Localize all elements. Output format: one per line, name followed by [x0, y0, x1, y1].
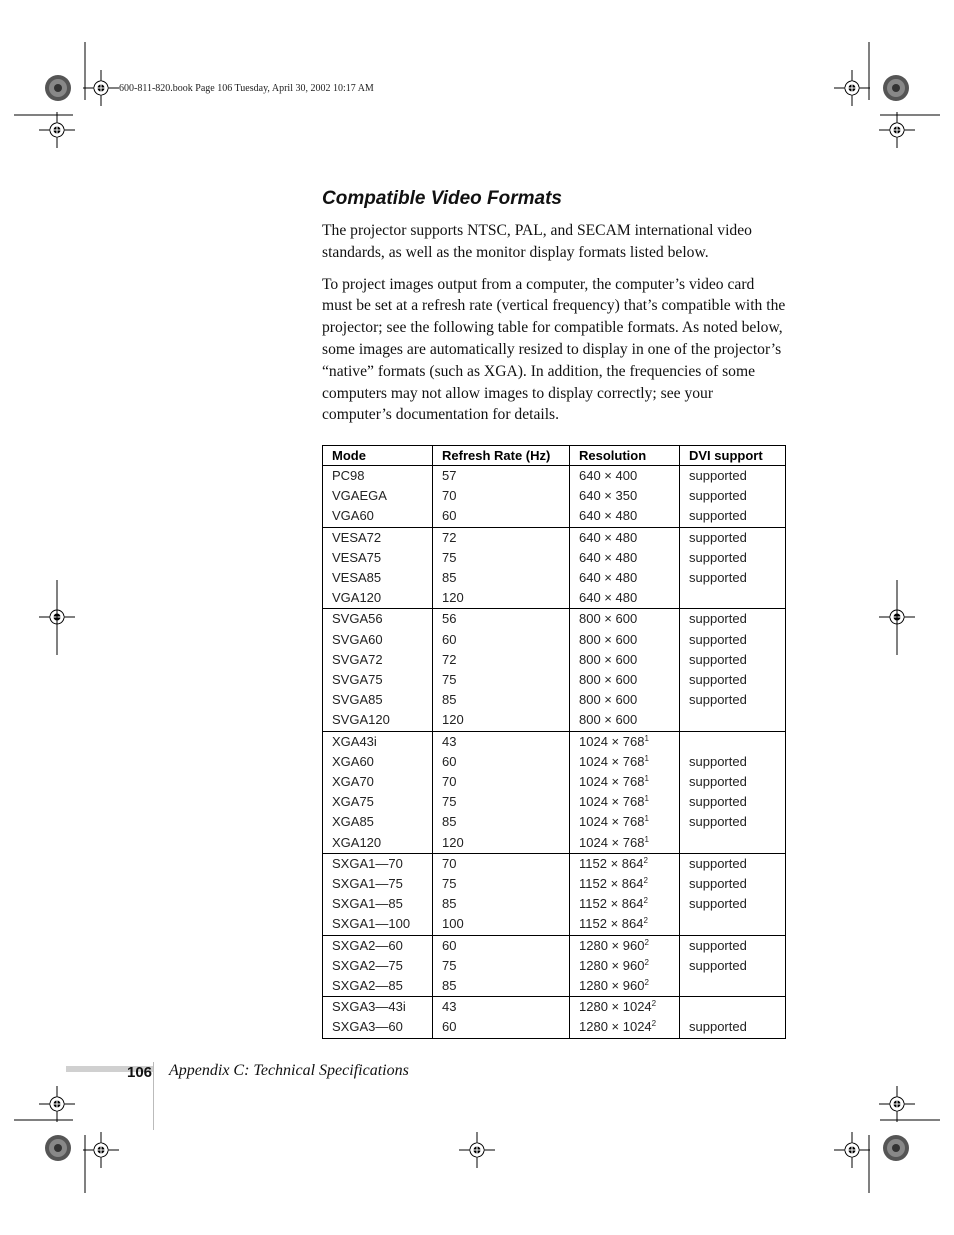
resolution-cell — [570, 731, 680, 752]
resolution-cell-text: 1152 × 864 — [579, 896, 644, 912]
resolution-cell — [570, 935, 680, 956]
refresh-rate-cell — [433, 506, 570, 527]
resolution-cell — [570, 548, 680, 568]
refresh-rate-cell — [433, 486, 570, 506]
table-row — [323, 650, 786, 670]
refresh-rate-cell-text: 120 — [442, 590, 464, 606]
mode-cell-text: VESA75 — [332, 549, 382, 565]
resolution-cell-text: 800 × 600 — [579, 651, 638, 667]
mode-cell — [323, 690, 433, 710]
dvi-support-cell — [680, 976, 786, 997]
dvi-support-cell-text: supported — [689, 794, 747, 810]
resolution-cell-text: 1024 × 768 — [579, 834, 645, 850]
resolution-cell-text: 1024 × 768 — [579, 733, 645, 749]
mode-cell-text: VGA60 — [332, 508, 374, 524]
mode-cell — [323, 894, 433, 914]
dvi-support-cell-text: supported — [689, 896, 747, 912]
dvi-support-cell — [680, 650, 786, 670]
dvi-support-cell-text: supported — [689, 570, 747, 586]
footnote-marker: 2 — [643, 916, 648, 926]
mode-cell — [323, 506, 433, 527]
resolution-cell-text: 1024 × 768 — [579, 774, 645, 790]
resolution-cell — [570, 466, 680, 487]
dvi-support-cell — [680, 853, 786, 874]
dvi-support-cell-text: supported — [689, 692, 747, 708]
table-row — [323, 609, 786, 630]
table-row — [323, 894, 786, 914]
table-row — [323, 466, 786, 487]
refresh-rate-cell-text: 75 — [442, 549, 457, 565]
table-row — [323, 731, 786, 752]
resolution-cell-text: 800 × 600 — [579, 712, 638, 728]
resolution-cell — [570, 588, 680, 609]
resolution-cell-text: 640 × 480 — [579, 508, 638, 524]
dvi-support-cell — [680, 812, 786, 832]
table-row — [323, 833, 786, 854]
refresh-rate-cell — [433, 833, 570, 854]
mode-cell — [323, 466, 433, 487]
section-heading: Compatible Video Formats — [322, 188, 562, 209]
dvi-support-cell-text: supported — [689, 814, 747, 830]
mode-cell — [323, 956, 433, 976]
refresh-rate-cell-text: 75 — [442, 876, 457, 892]
mode-cell — [323, 630, 433, 650]
dvi-support-cell-text: supported — [689, 753, 747, 769]
dvi-support-cell-text: supported — [689, 488, 747, 504]
resolution-cell-text: 800 × 600 — [579, 611, 638, 627]
dvi-support-cell — [680, 710, 786, 731]
refresh-rate-cell — [433, 466, 570, 487]
refresh-rate-cell-text: 75 — [442, 957, 457, 973]
refresh-rate-cell — [433, 1017, 570, 1038]
resolution-cell-text: 1280 × 960 — [579, 937, 645, 953]
dvi-support-cell — [680, 609, 786, 630]
footnote-marker: 1 — [644, 834, 649, 844]
refresh-rate-cell — [433, 609, 570, 630]
footnote-marker: 2 — [651, 999, 657, 1009]
resolution-cell-text: 640 × 480 — [579, 549, 638, 565]
refresh-rate-cell-text: 85 — [442, 978, 457, 994]
mode-cell-text: SVGA72 — [332, 651, 383, 667]
refresh-rate-cell-text: 60 — [442, 631, 457, 647]
page-number: 106 — [127, 1064, 153, 1081]
mode-cell-text: SXGA1—70 — [332, 855, 403, 871]
mode-cell — [323, 486, 433, 506]
resolution-cell-text: 1024 × 768 — [579, 753, 645, 769]
header-resolution: Resolution — [570, 446, 680, 466]
refresh-rate-cell-text: 60 — [442, 753, 457, 769]
mode-cell — [323, 670, 433, 690]
mode-cell-text: SXGA1—75 — [332, 876, 403, 892]
dvi-support-cell-text: supported — [689, 876, 747, 892]
dvi-support-cell — [680, 956, 786, 976]
refresh-rate-cell-text: 100 — [442, 916, 464, 932]
table-row — [323, 690, 786, 710]
mode-cell-text: SXGA2—60 — [332, 937, 403, 953]
resolution-cell — [570, 1017, 680, 1038]
footnote-marker: 2 — [651, 1019, 657, 1029]
mode-cell-text: XGA43i — [332, 733, 377, 749]
header-dvi-support: DVI support — [680, 446, 786, 466]
resolution-cell-text: 1152 × 864 — [579, 855, 644, 871]
refresh-rate-cell-text: 43 — [442, 999, 457, 1015]
resolution-cell-text: 640 × 400 — [579, 468, 638, 483]
refresh-rate-cell-text: 70 — [442, 855, 457, 871]
resolution-cell — [570, 914, 680, 935]
refresh-rate-cell-text: 60 — [442, 937, 457, 953]
resolution-cell — [570, 690, 680, 710]
refresh-rate-cell — [433, 548, 570, 568]
mode-cell — [323, 548, 433, 568]
mode-cell — [323, 976, 433, 997]
resolution-cell — [570, 976, 680, 997]
mode-cell — [323, 588, 433, 609]
dvi-support-cell — [680, 466, 786, 487]
footnote-marker: 2 — [644, 937, 649, 947]
dvi-support-cell-text: supported — [689, 1019, 747, 1035]
resolution-cell-text: 640 × 480 — [579, 570, 638, 586]
table-row — [323, 935, 786, 956]
refresh-rate-cell — [433, 772, 570, 792]
resolution-cell-text: 640 × 480 — [579, 590, 638, 606]
refresh-rate-cell-text: 75 — [442, 794, 457, 810]
dvi-support-cell-text: supported — [689, 937, 747, 953]
resolution-cell — [570, 670, 680, 690]
resolution-cell — [570, 956, 680, 976]
footnote-marker: 1 — [644, 794, 649, 804]
resolution-cell — [570, 752, 680, 772]
video-formats-table — [322, 445, 786, 1039]
dvi-support-cell-text: supported — [689, 855, 747, 871]
dvi-support-cell-text: supported — [689, 672, 747, 688]
dvi-support-cell — [680, 630, 786, 650]
dvi-support-cell — [680, 670, 786, 690]
mode-cell-text: VESA85 — [332, 570, 382, 586]
dvi-support-cell-text: supported — [689, 508, 747, 524]
resolution-cell — [570, 812, 680, 832]
refresh-rate-cell-text: 120 — [442, 834, 464, 850]
table-header-row — [323, 446, 786, 466]
dvi-support-cell-text: supported — [689, 611, 747, 627]
table-row — [323, 630, 786, 650]
resolution-cell — [570, 568, 680, 588]
table-row — [323, 486, 786, 506]
dvi-support-cell-text: supported — [689, 651, 747, 667]
resolution-cell-text: 640 × 350 — [579, 488, 638, 504]
refresh-rate-cell — [433, 690, 570, 710]
dvi-support-cell — [680, 752, 786, 772]
intro-paragraph: The projector supports NTSC, PAL, and SECAM international video standards, as well as the monitor display formats listed below. — [322, 222, 752, 261]
refresh-rate-cell-text: 60 — [442, 1019, 457, 1035]
footnote-marker: 1 — [644, 774, 649, 784]
refresh-rate-cell-text: 60 — [442, 508, 457, 524]
mode-cell — [323, 772, 433, 792]
mode-cell — [323, 752, 433, 772]
refresh-rate-cell — [433, 792, 570, 812]
table-row — [323, 956, 786, 976]
resolution-cell-text: 1280 × 1024 — [579, 999, 652, 1015]
refresh-rate-cell — [433, 752, 570, 772]
footnote-marker: 2 — [644, 957, 649, 967]
resolution-cell — [570, 772, 680, 792]
mode-cell-text: XGA60 — [332, 753, 374, 769]
dvi-support-cell — [680, 548, 786, 568]
resolution-cell — [570, 486, 680, 506]
table-row — [323, 914, 786, 935]
resolution-cell — [570, 874, 680, 894]
dvi-support-cell — [680, 874, 786, 894]
resolution-cell — [570, 650, 680, 670]
mode-cell — [323, 935, 433, 956]
table-row — [323, 874, 786, 894]
refresh-rate-cell-text: 75 — [442, 672, 457, 688]
refresh-rate-cell — [433, 710, 570, 731]
resolution-cell — [570, 894, 680, 914]
resolution-cell — [570, 609, 680, 630]
header-refresh-rate: Refresh Rate (Hz) — [433, 446, 570, 466]
refresh-rate-cell — [433, 997, 570, 1018]
dvi-support-cell — [680, 506, 786, 527]
resolution-cell — [570, 506, 680, 527]
dvi-support-cell — [680, 894, 786, 914]
footnote-marker: 1 — [644, 814, 649, 824]
dvi-support-cell — [680, 772, 786, 792]
mode-cell-text: VGAEGA — [332, 488, 387, 504]
table-row — [323, 772, 786, 792]
resolution-cell — [570, 710, 680, 731]
refresh-paragraph: To project images output from a computer, the computer’s video card must be set at a refresh rate (vertical frequency) that’s compatible with the projector; see the following table for compatible formats. As noted below, some images are automatically resized to display in one of the projector’s “native” formats (such as XGA). In addition, the frequencies of some computers may not allow images to display correctly; see your computer’s documentation for details. — [322, 275, 786, 424]
dvi-support-cell-text: supported — [689, 529, 747, 545]
refresh-rate-cell — [433, 956, 570, 976]
mode-cell-text: SVGA60 — [332, 631, 383, 647]
dvi-support-cell-text: supported — [689, 774, 747, 790]
table-row — [323, 752, 786, 772]
dvi-support-cell-text: supported — [689, 631, 747, 647]
refresh-rate-cell-text: 72 — [442, 529, 457, 545]
refresh-rate-cell-text: 85 — [442, 814, 457, 830]
resolution-cell-text: 800 × 600 — [579, 672, 638, 688]
mode-cell-text: SXGA3—43i — [332, 999, 406, 1015]
mode-cell-text: VESA72 — [332, 529, 382, 545]
resolution-cell-text: 800 × 600 — [579, 692, 638, 708]
refresh-rate-cell-text: 85 — [442, 570, 457, 586]
table-row — [323, 527, 786, 548]
mode-cell — [323, 914, 433, 935]
mode-cell-text: SXGA3—60 — [332, 1019, 403, 1035]
mode-cell-text: SXGA1—85 — [332, 896, 403, 912]
dvi-support-cell — [680, 690, 786, 710]
table-row — [323, 588, 786, 609]
table-row — [323, 1017, 786, 1038]
refresh-rate-cell — [433, 914, 570, 935]
resolution-cell-text: 1024 × 768 — [579, 814, 645, 830]
mode-cell-text: SXGA2—85 — [332, 978, 403, 994]
dvi-support-cell — [680, 792, 786, 812]
refresh-rate-cell — [433, 650, 570, 670]
mode-cell — [323, 527, 433, 548]
footnote-marker: 2 — [643, 855, 648, 865]
refresh-rate-cell-text: 85 — [442, 692, 457, 708]
refresh-rate-cell — [433, 874, 570, 894]
table-row — [323, 568, 786, 588]
refresh-rate-cell — [433, 894, 570, 914]
table-body — [323, 466, 786, 1039]
dvi-support-cell-text: supported — [689, 549, 747, 565]
table-row — [323, 812, 786, 832]
resolution-cell-text: 640 × 480 — [579, 529, 638, 545]
table-row — [323, 976, 786, 997]
resolution-cell — [570, 792, 680, 812]
resolution-cell-text: 800 × 600 — [579, 631, 638, 647]
resolution-cell — [570, 630, 680, 650]
mode-cell-text: SVGA120 — [332, 712, 390, 728]
dvi-support-cell — [680, 997, 786, 1018]
mode-cell-text: VGA120 — [332, 590, 382, 606]
table-row — [323, 853, 786, 874]
refresh-rate-cell — [433, 670, 570, 690]
mode-cell-text: PC98 — [332, 468, 365, 483]
table-row — [323, 997, 786, 1018]
table-row — [323, 670, 786, 690]
refresh-rate-cell — [433, 976, 570, 997]
dvi-support-cell — [680, 486, 786, 506]
mode-cell-text: XGA85 — [332, 814, 374, 830]
refresh-rate-cell — [433, 588, 570, 609]
resolution-cell-text: 1280 × 1024 — [579, 1019, 652, 1035]
refresh-rate-cell-text: 70 — [442, 488, 457, 504]
refresh-rate-cell-text: 85 — [442, 896, 457, 912]
refresh-rate-cell-text: 70 — [442, 774, 457, 790]
refresh-rate-cell-text: 43 — [442, 733, 457, 749]
refresh-rate-cell-text: 57 — [442, 468, 457, 483]
refresh-rate-cell — [433, 527, 570, 548]
dvi-support-cell — [680, 588, 786, 609]
resolution-cell — [570, 833, 680, 854]
refresh-rate-cell — [433, 935, 570, 956]
resolution-cell-text: 1280 × 960 — [579, 978, 645, 994]
table-row — [323, 710, 786, 731]
refresh-rate-cell — [433, 568, 570, 588]
mode-cell-text: XGA75 — [332, 794, 374, 810]
mode-cell — [323, 874, 433, 894]
table-row — [323, 792, 786, 812]
footnote-marker: 2 — [644, 978, 649, 988]
footnote-marker: 2 — [643, 896, 648, 906]
mode-cell — [323, 731, 433, 752]
dvi-support-cell — [680, 914, 786, 935]
resolution-cell — [570, 853, 680, 874]
footer-title: Appendix C: Technical Specifications — [169, 1062, 409, 1079]
mode-cell — [323, 650, 433, 670]
refresh-rate-cell — [433, 812, 570, 832]
header-mode: Mode — [323, 446, 433, 466]
mode-cell — [323, 792, 433, 812]
main-content — [322, 188, 786, 436]
dvi-support-cell-text: supported — [689, 468, 747, 483]
resolution-cell-text: 1152 × 864 — [579, 916, 644, 932]
resolution-cell-text: 1024 × 768 — [579, 794, 645, 810]
print-slug: 600-811-820.book Page 106 Tuesday, April 30, 2002 10:17 AM — [119, 83, 374, 94]
refresh-rate-cell — [433, 630, 570, 650]
resolution-cell — [570, 997, 680, 1018]
mode-cell — [323, 710, 433, 731]
mode-cell-text: SVGA56 — [332, 611, 383, 627]
mode-cell — [323, 568, 433, 588]
mode-cell-text: XGA120 — [332, 834, 382, 850]
table-row — [323, 506, 786, 527]
dvi-support-cell — [680, 568, 786, 588]
footer-divider — [153, 1062, 154, 1130]
mode-cell — [323, 609, 433, 630]
dvi-support-cell-text: supported — [689, 957, 747, 973]
mode-cell — [323, 1017, 433, 1038]
dvi-support-cell — [680, 527, 786, 548]
dvi-support-cell — [680, 833, 786, 854]
refresh-rate-cell-text: 72 — [442, 651, 457, 667]
table-row — [323, 548, 786, 568]
refresh-rate-cell — [433, 853, 570, 874]
mode-cell — [323, 833, 433, 854]
refresh-rate-cell-text: 56 — [442, 611, 457, 627]
mode-cell-text: XGA70 — [332, 774, 374, 790]
refresh-rate-cell — [433, 731, 570, 752]
dvi-support-cell — [680, 1017, 786, 1038]
mode-cell-text: SXGA1—100 — [332, 916, 411, 932]
footnote-marker: 2 — [643, 876, 648, 886]
resolution-cell-text: 1152 × 864 — [579, 876, 644, 892]
mode-cell-text: SVGA75 — [332, 672, 383, 688]
mode-cell — [323, 997, 433, 1018]
mode-cell-text: SXGA2—75 — [332, 957, 403, 973]
resolution-cell — [570, 527, 680, 548]
resolution-cell-text: 1280 × 960 — [579, 957, 645, 973]
dvi-support-cell — [680, 731, 786, 752]
mode-cell-text: SVGA85 — [332, 692, 383, 708]
mode-cell — [323, 812, 433, 832]
footnote-marker: 1 — [644, 733, 649, 743]
refresh-rate-cell-text: 120 — [442, 712, 464, 728]
footnote-marker: 1 — [644, 753, 649, 763]
mode-cell — [323, 853, 433, 874]
dvi-support-cell — [680, 935, 786, 956]
